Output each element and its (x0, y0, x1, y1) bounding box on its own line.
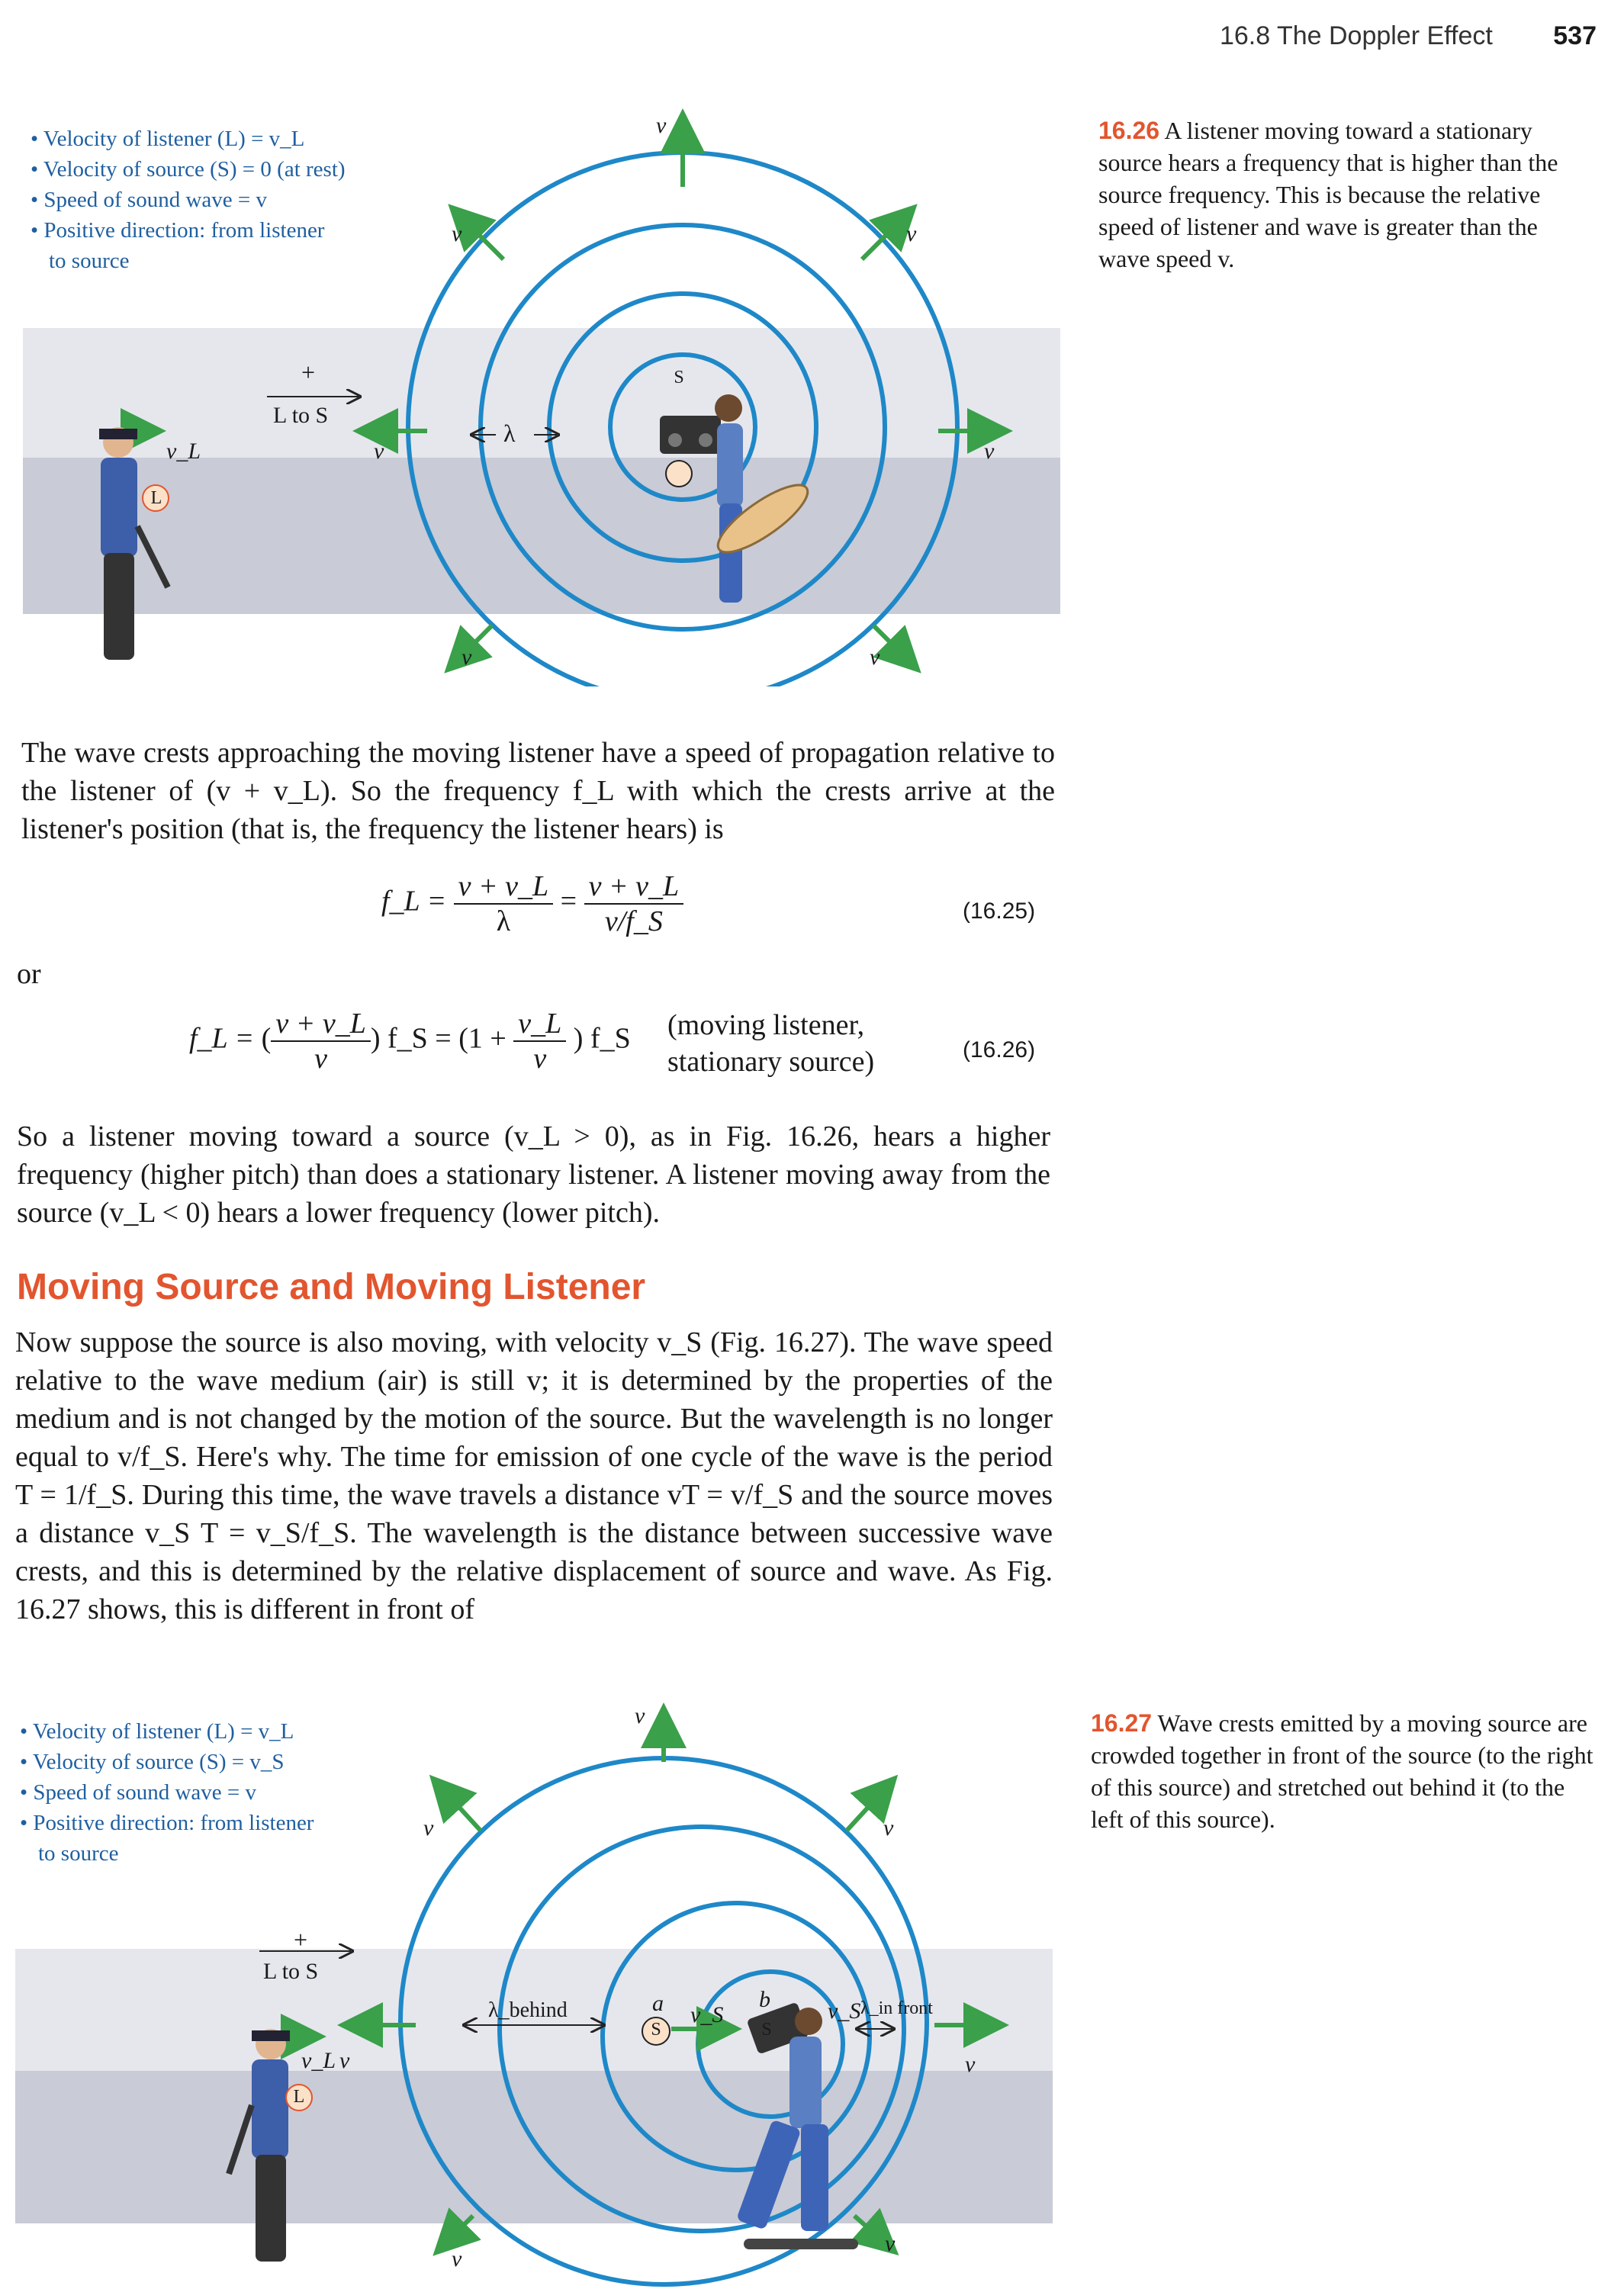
point-b-label: b (759, 1987, 770, 2012)
denominator: v (314, 1043, 327, 1075)
fig1-caption (1098, 114, 1594, 275)
eq-lhs: f_L = (381, 885, 447, 918)
velocity-arrow (862, 214, 908, 259)
source-letter-b: S (761, 2020, 772, 2040)
wavelength-front-label: λ_in front (860, 1998, 933, 2018)
fig2-diagram (0, 1701, 1068, 2289)
section-title: 16.8 The Doppler Effect (1219, 21, 1493, 50)
legend-line: • Velocity of listener (L) = v_L (20, 1719, 294, 1744)
v-label: v (374, 439, 384, 464)
velocity-arrow (454, 625, 492, 664)
eq-end: ) f_S (573, 1022, 631, 1055)
legend-line: to source (38, 1841, 119, 1866)
eq-note (667, 1007, 874, 1080)
eq-fraction (454, 870, 554, 938)
numerator: v + v_L (584, 870, 684, 905)
v-label: v (423, 1815, 434, 1841)
listener-body (252, 2059, 288, 2159)
fig1-diagram (0, 99, 1068, 686)
v-label: v (870, 645, 880, 670)
listener-letter: L (150, 488, 162, 508)
person-body (717, 423, 743, 507)
caption-text: Wave crests emitted by a moving source are crowded together in front of the source (to the right of this source) and stretched out behind it (to the left of this source). (1091, 1709, 1593, 1833)
velocity-arrow (442, 2216, 473, 2246)
denominator: λ (496, 905, 511, 937)
paragraph-2: So a listener moving toward a source (v_L > 0), as in Fig. 16.26, hears a higher frequency (higher pitch) than does a stationary listener. A listener moving away from the source (v_L < 0) hears a lower frequency (lower pitch). (17, 1120, 1050, 1229)
person-head (795, 2008, 822, 2035)
listener-body (101, 458, 137, 557)
eq-lhs: f_L = (189, 1022, 255, 1055)
eq-note-line: (moving listener, (667, 1009, 865, 1041)
v-label: v (461, 645, 472, 670)
eq-note-line: stationary source) (667, 1046, 875, 1078)
legend-line: • Velocity of source (S) = v_S (20, 1750, 285, 1774)
listener-velocity-label: v_L (166, 439, 201, 464)
source-letter: S (674, 368, 684, 387)
velocity-arrow (854, 2216, 889, 2246)
v-label: v (452, 2246, 462, 2271)
source-badge (666, 461, 692, 487)
legend-line: • Velocity of listener (L) = v_L (31, 127, 305, 151)
denominator: v (533, 1043, 547, 1075)
source-letter-a: S (651, 2020, 661, 2040)
caption-number: 16.26 (1098, 117, 1160, 144)
equation-16-26: f_L = ( $\frac{v + v\_L}{v}$ ) f_S = (1 + $\frac{v\_L}{v}$ ) f_S (189, 1008, 631, 1075)
legend-line: • Velocity of source (S) = 0 (at rest) (31, 157, 346, 182)
eq-middle: f_S = (1 + (387, 1022, 506, 1055)
denominator: v/f_S (604, 905, 663, 937)
v-label: v (984, 439, 995, 464)
numerator: v_L (513, 1007, 566, 1042)
legend-line: • Positive direction: from listener (31, 218, 325, 243)
running-header (1220, 21, 1597, 51)
eq-equals: = (560, 885, 577, 918)
direction-label: L to S (263, 1959, 319, 1984)
legend-line: • Positive direction: from listener (20, 1811, 314, 1835)
section-heading: Moving Source and Moving Listener (17, 1267, 646, 1307)
listener-velocity-label: v_L (301, 2048, 336, 2073)
page-number: 537 (1553, 21, 1597, 50)
v-label: v (885, 2231, 896, 2256)
caption-text: A listener moving toward a stationary source hears a frequency that is higher than the source frequency. This is because the relative speed of listener and wave is greater than the wave speed v. (1098, 117, 1558, 272)
fig2-caption (1091, 1707, 1594, 1835)
skateboard (744, 2239, 858, 2249)
v-label: v (883, 1815, 894, 1841)
wavelength-label: λ (503, 420, 516, 447)
direction-label: L to S (273, 403, 329, 428)
v-label: v (452, 221, 462, 246)
eq-fraction (584, 870, 684, 938)
v-label: v (656, 113, 667, 138)
source-velocity-label: v_S (690, 2002, 724, 2027)
paragraph-3: Now suppose the source is also moving, with velocity v_S (Fig. 16.27). The wave speed relative to the wave medium (air) is still v; it is determined by the properties of the medium and is not changed by the motion of the source. But the wavelength is no longer equal to v/f_S. Here's why. The time for emission of one cycle of the wave is the period T = 1/f_S. During this time, the wave travels a distance vT = v/f_S and the source moves a distance v_S T = v_S/f_S. The wavelength is the distance between successive wave crests, and this is determined by the relative displacement of source and wave. As Fig. 16.27 shows, this is different in front of (15, 1326, 1053, 1625)
equation-number: (16.26) (963, 1037, 1036, 1063)
numerator: v + v_L (271, 1007, 371, 1042)
source-velocity-label: v_S (828, 1998, 861, 2024)
legend-line: • Speed of sound wave = v (20, 1780, 257, 1805)
legend-line: • Speed of sound wave = v (31, 188, 268, 212)
velocity-arrow (458, 214, 503, 259)
plus-sign: + (294, 1926, 308, 1953)
plus-sign: + (301, 358, 316, 386)
caption-number: 16.27 (1091, 1709, 1153, 1737)
person-head (715, 394, 742, 422)
eq-fraction (513, 1007, 566, 1075)
eq-fraction (271, 1007, 371, 1075)
velocity-arrow (439, 1785, 481, 1831)
wavelength-behind-label: λ_behind (488, 1998, 568, 2022)
or-text: or (17, 958, 41, 990)
v-label: v (906, 221, 917, 246)
listener-letter: L (293, 2087, 305, 2107)
equation-16-25 (381, 870, 683, 938)
velocity-arrow (847, 1785, 889, 1831)
legend-line: to source (49, 249, 130, 273)
point-a-label: a (652, 1991, 664, 2016)
v-label: v (965, 2052, 976, 2077)
equation-number: (16.25) (963, 899, 1036, 924)
paragraph-1: The wave crests approaching the moving listener have a speed of propagation relative to the listener of (v + v_L). So the frequency f_L with which the crests arrive at the listener's position (that is, the frequency the listener hears) is (21, 737, 1055, 845)
numerator: v + v_L (454, 870, 554, 905)
boombox (660, 416, 721, 454)
person-body (789, 2037, 822, 2128)
v-label: v (339, 2048, 350, 2073)
v-label: v (635, 1703, 645, 1728)
